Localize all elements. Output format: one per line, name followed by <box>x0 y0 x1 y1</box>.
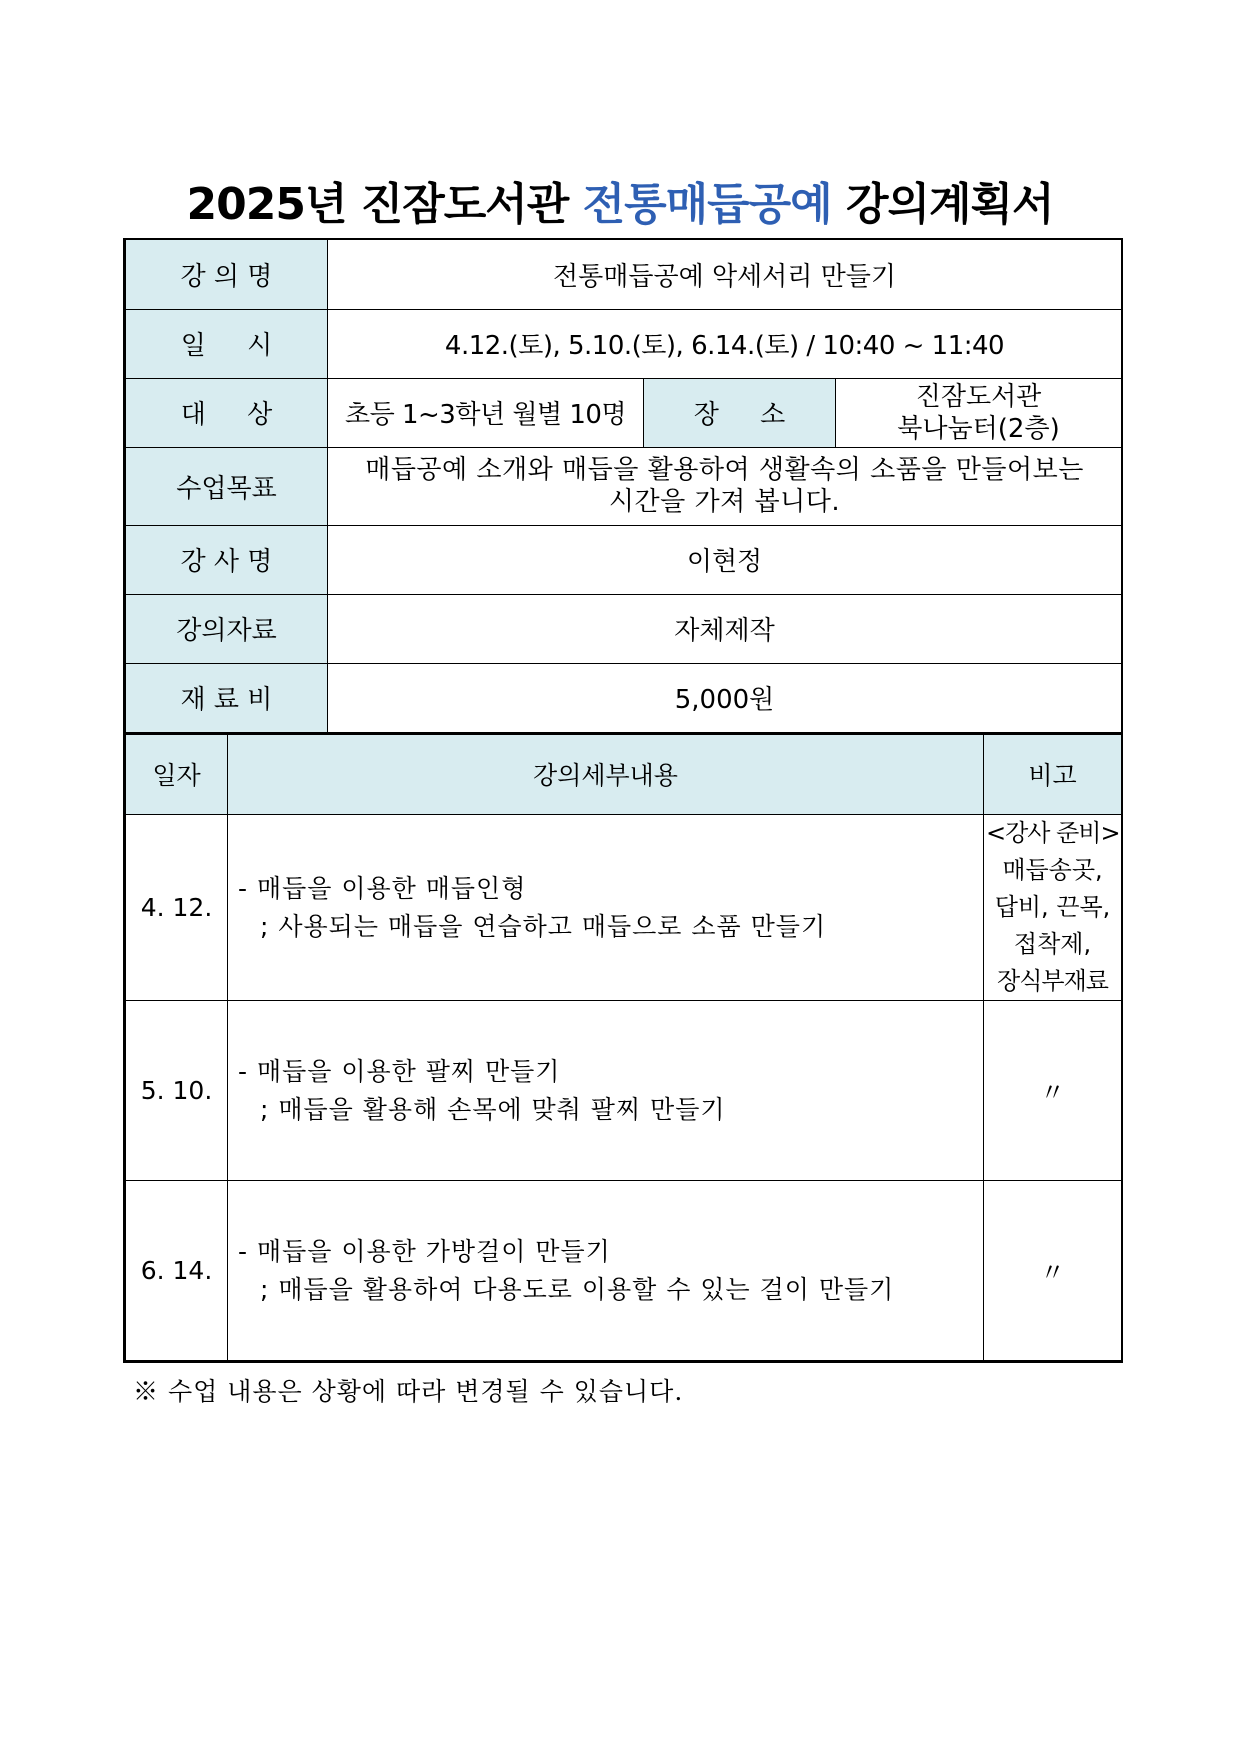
remarks-line: 답비, 끈목, <box>994 893 1111 921</box>
row-date: 6. 14. <box>126 1181 228 1361</box>
detail-header-content: 강의세부내용 <box>228 734 984 815</box>
row-content-sub: ; 매듭을 활용하여 다용도로 이용할 수 있는 걸이 만들기 <box>260 1274 895 1304</box>
course-name-label: 강 의 명 <box>126 240 328 309</box>
info-row-goal <box>126 447 1122 525</box>
materials-value: 자체제작 <box>328 594 1122 663</box>
target-value: 초등 1~3학년 월별 10명 <box>328 378 644 447</box>
table-row <box>126 1181 1122 1361</box>
goal-value <box>328 447 1122 525</box>
row-content <box>228 1181 984 1361</box>
lecture-plan-sheet <box>123 238 1123 1363</box>
remarks-line: <강사 준비> <box>986 819 1120 847</box>
row-content-sub: ; 매듭을 활용해 손목에 맞춰 팔찌 만들기 <box>260 1094 726 1124</box>
table-row <box>126 815 1122 1001</box>
goal-label: 수업목표 <box>126 447 328 525</box>
title-prefix: 2025년 진잠도서관 <box>186 179 583 230</box>
info-table <box>125 240 1122 733</box>
instructor-value: 이현정 <box>328 525 1122 594</box>
info-row-fee <box>126 663 1122 732</box>
row-content-main: - 매듭을 이용한 가방걸이 만들기 <box>238 1236 611 1266</box>
table-row <box>126 1001 1122 1181</box>
info-row-schedule <box>126 309 1122 378</box>
detail-table <box>125 733 1122 1362</box>
course-name-value: 전통매듭공예 악세서리 만들기 <box>328 240 1122 309</box>
fee-label: 재 료 비 <box>126 663 328 732</box>
detail-header-remarks: 비고 <box>984 734 1122 815</box>
place-value-line1: 진잠도서관 <box>915 381 1042 412</box>
row-remarks <box>984 815 1122 1001</box>
remarks-line: 접착제, <box>1013 930 1092 958</box>
place-label: 장 소 <box>644 378 836 447</box>
page-title <box>0 168 1240 232</box>
goal-value-line1: 매듭공예 소개와 매듭을 활용하여 생활속의 소품을 만들어보는 <box>365 455 1084 485</box>
row-remarks: 〃 <box>984 1001 1122 1181</box>
row-content-sub: ; 사용되는 매듭을 연습하고 매듭으로 소품 만들기 <box>260 911 827 941</box>
info-row-target-place <box>126 378 1122 447</box>
instructor-label: 강 사 명 <box>126 525 328 594</box>
info-row-materials <box>126 594 1122 663</box>
goal-value-line2: 시간을 가져 봅니다. <box>608 487 841 517</box>
info-row-course-name <box>126 240 1122 309</box>
row-content-main: - 매듭을 이용한 팔찌 만들기 <box>238 1056 561 1086</box>
info-row-instructor <box>126 525 1122 594</box>
place-value-line2: 북나눔터(2층) <box>897 413 1060 444</box>
target-label: 대 상 <box>126 378 328 447</box>
title-highlight: 전통매듭공예 <box>582 179 832 230</box>
footnote: ※ 수업 내용은 상황에 따라 변경될 수 있습니다. <box>133 1377 684 1406</box>
row-remarks: 〃 <box>984 1181 1122 1361</box>
row-date: 4. 12. <box>126 815 228 1001</box>
title-suffix: 강의계획서 <box>831 179 1054 230</box>
detail-header-row <box>126 734 1122 815</box>
materials-label: 강의자료 <box>126 594 328 663</box>
remarks-line: 장식부재료 <box>997 967 1108 995</box>
row-date: 5. 10. <box>126 1001 228 1181</box>
row-content <box>228 1001 984 1181</box>
place-value <box>836 378 1122 447</box>
schedule-label: 일 시 <box>126 309 328 378</box>
row-content-main: - 매듭을 이용한 매듭인형 <box>238 873 527 903</box>
fee-value: 5,000원 <box>328 663 1122 732</box>
row-content <box>228 815 984 1001</box>
schedule-value: 4.12.(토), 5.10.(토), 6.14.(토) / 10:40 ~ 11:40 <box>328 309 1122 378</box>
remarks-line: 매듭송곳, <box>1002 856 1103 884</box>
detail-header-date: 일자 <box>126 734 228 815</box>
